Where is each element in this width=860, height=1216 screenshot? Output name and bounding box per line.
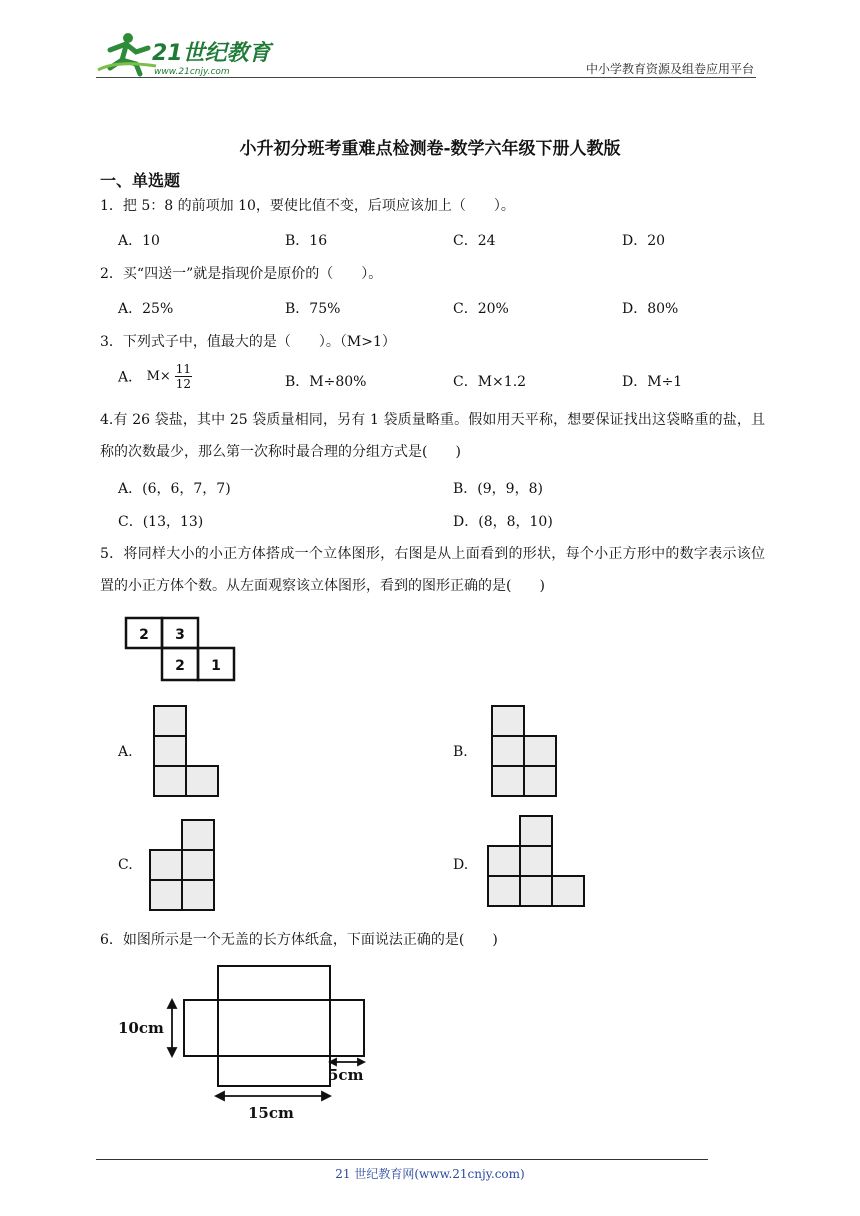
runner-logo-icon: [96, 30, 271, 78]
q5-option-c-figure: [148, 818, 218, 912]
svg-text:www.21cnjy.com: www.21cnjy.com: [154, 67, 230, 77]
q1-option-b[interactable]: B．16: [285, 233, 328, 249]
question-2: 2．买“四送一”就是指现价是原价的（ ）。: [100, 266, 383, 282]
footer-text[interactable]: 21 世纪教育网(www.21cnjy.com): [335, 1167, 525, 1181]
q5-option-a[interactable]: A.: [118, 744, 133, 760]
section-heading: 一、单选题: [100, 171, 181, 190]
fraction: $\frac{11}{12}$: [175, 362, 192, 391]
question-6: 6．如图所示是一个无盖的长方体纸盒，下面说法正确的是( ): [100, 932, 498, 948]
q3-option-c[interactable]: C．M×1.2: [453, 374, 527, 390]
q2-option-b[interactable]: B．75%: [285, 301, 341, 317]
q3-option-a[interactable]: A． M× $\frac{11}{12}$: [118, 362, 192, 391]
q4-option-c[interactable]: C．(13，13): [118, 514, 204, 530]
q4-option-a[interactable]: A．(6，6，7，7): [118, 481, 231, 497]
svg-text:21世纪教育: 21世纪教育: [152, 41, 271, 66]
box-net-figure: [112, 962, 372, 1122]
question-5: 5．将同样大小的小正方体搭成一个立体图形，右图是从上面看到的形状，每个小正方形中的数字表示该位置的小正方体个数。从左面观察该立体图形，看到的图形正确的是( ): [100, 546, 765, 594]
q5-option-d[interactable]: D.: [453, 857, 469, 873]
top-view-grid-figure: [124, 614, 236, 684]
question-1: 1．把 5：8 的前项加 10，要使比值不变，后项应该加上（ ）。: [100, 198, 515, 214]
question-4: 4.有 26 袋盐，其中 25 袋质量相同，另有 1 袋质量略重。假如用天平称，想要保证找出这袋略重的盐，且称的次数最少，那么第一次称时最合理的分组方式是( ): [100, 412, 765, 460]
q5-option-c[interactable]: C.: [118, 857, 133, 873]
svg-text:1: 1: [211, 658, 221, 674]
q1-option-c[interactable]: C．24: [453, 233, 496, 249]
question-3: 3．下列式子中，值最大的是（ ）。（M>1）: [100, 334, 396, 350]
q1-option-a[interactable]: A．10: [118, 233, 160, 249]
platform-name: 中小学教育资源及组卷应用平台: [585, 62, 754, 76]
q2-option-c[interactable]: C．20%: [453, 301, 509, 317]
svg-text:10cm: 10cm: [118, 1019, 164, 1037]
q5-option-d-figure: [486, 814, 588, 910]
q5-option-b[interactable]: B.: [453, 744, 468, 760]
q2-option-a[interactable]: A．25%: [118, 301, 174, 317]
footer-divider: [96, 1159, 708, 1160]
q4-option-d[interactable]: D．(8，8，10): [453, 514, 553, 530]
q3-option-b[interactable]: B．M÷80%: [285, 374, 367, 390]
page-title: 小升初分班考重难点检测卷-数学六年级下册人教版: [239, 139, 621, 159]
q4-option-b[interactable]: B．(9，9，8): [453, 481, 543, 497]
svg-text:2: 2: [175, 658, 185, 674]
svg-text:15cm: 15cm: [248, 1104, 294, 1122]
q5-option-b-figure: [488, 704, 560, 798]
q1-option-d[interactable]: D．20: [622, 233, 666, 249]
site-logo: [96, 30, 271, 78]
header-divider: [96, 77, 756, 78]
q2-option-d[interactable]: D．80%: [622, 301, 679, 317]
svg-text:5cm: 5cm: [328, 1066, 364, 1084]
svg-text:3: 3: [175, 627, 185, 643]
q5-option-a-figure: [150, 704, 220, 798]
svg-text:2: 2: [139, 627, 149, 643]
q3-option-d[interactable]: D．M÷1: [622, 374, 683, 390]
